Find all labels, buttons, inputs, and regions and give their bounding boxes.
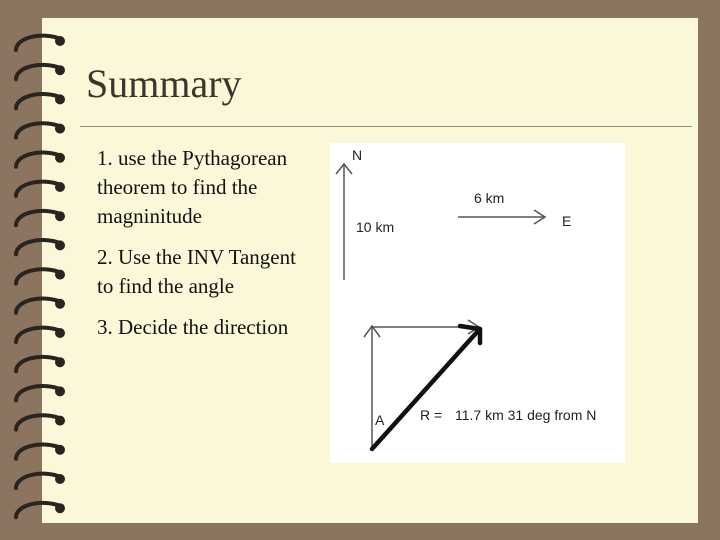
east-label: E	[562, 213, 572, 229]
binding-hole	[55, 386, 65, 396]
binding-ring	[16, 503, 58, 517]
binding-hole	[55, 182, 65, 192]
binding-hole	[55, 36, 65, 46]
binding-hole	[55, 153, 65, 163]
binding-ring	[16, 182, 58, 196]
vector-diagram	[330, 143, 625, 463]
binding-ring	[16, 474, 58, 488]
binding-hole	[55, 240, 65, 250]
binding-ring	[16, 65, 58, 79]
slide-title: Summary	[86, 61, 242, 106]
resultant-vector-line	[372, 331, 478, 449]
binding-hole	[55, 270, 65, 280]
binding-ring	[16, 328, 58, 342]
title-divider	[80, 126, 692, 127]
binding-ring	[16, 211, 58, 225]
binding-hole	[55, 474, 65, 484]
binding-hole	[55, 503, 65, 513]
binding-hole	[55, 416, 65, 426]
binding-hole	[55, 357, 65, 367]
spiral-binding	[0, 0, 80, 540]
binding-ring	[16, 36, 58, 50]
binding-hole	[55, 94, 65, 104]
binding-ring	[16, 269, 58, 283]
binding-ring	[16, 152, 58, 166]
binding-ring	[16, 386, 58, 400]
bullet-item-1: 1. use the Pythagorean theorem to find the magninitude	[97, 146, 288, 228]
east-distance-label: 6 km	[474, 190, 505, 206]
binding-ring	[16, 357, 58, 371]
binding-hole	[55, 328, 65, 338]
bullet-list	[97, 144, 312, 354]
binding-ring	[16, 94, 58, 108]
north-distance-label: 10 km	[356, 219, 395, 235]
north-label: N	[352, 147, 363, 163]
resultant-label: R =	[420, 407, 443, 423]
binding-ring	[16, 415, 58, 429]
point-a-label: A	[375, 412, 385, 428]
binding-hole	[55, 211, 65, 221]
binding-hole	[55, 124, 65, 134]
binding-hole	[55, 445, 65, 455]
binding-ring	[16, 240, 58, 254]
bullet-item-2: 2. Use the INV Tangent to find the angle	[97, 245, 296, 298]
bullet-item-3: 3. Decide the direction	[97, 315, 289, 339]
resultant-value: 11.7 km 31 deg from N	[455, 407, 597, 423]
binding-hole	[55, 299, 65, 309]
binding-ring	[16, 123, 58, 137]
binding-hole	[55, 65, 65, 75]
binding-ring	[16, 444, 58, 458]
binding-ring	[16, 298, 58, 312]
